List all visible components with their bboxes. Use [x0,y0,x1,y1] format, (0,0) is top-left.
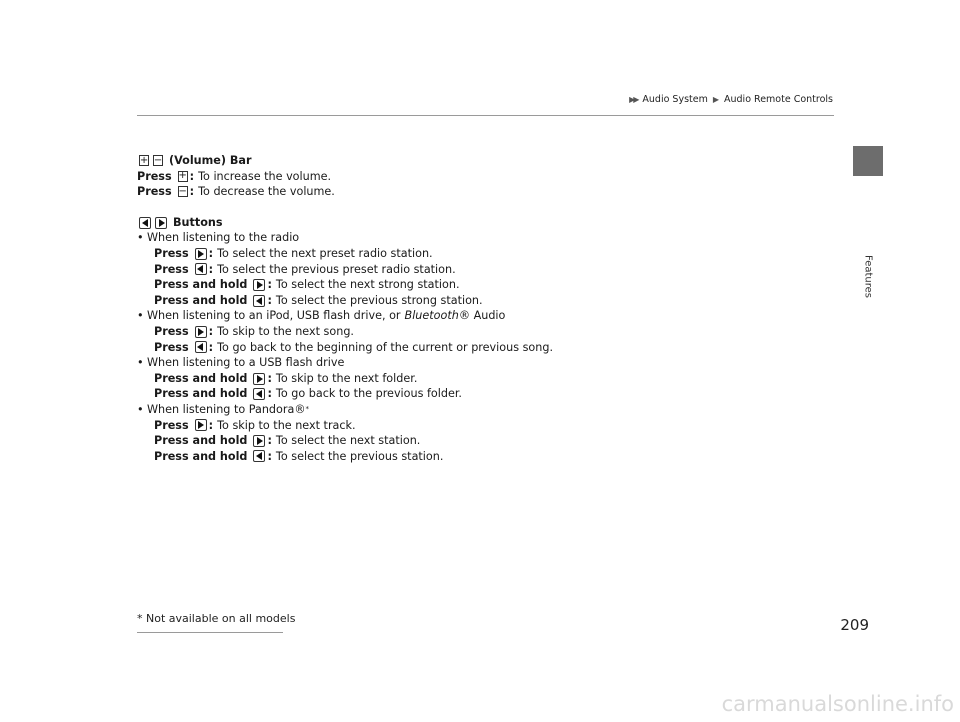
volume-plus-line: Press + : To increase the volume. [137,169,332,183]
skip-back-icon [195,341,207,353]
list-item: Press and hold : To go back to the previous folder. [154,387,462,401]
footnote-marker[interactable]: * [305,404,310,413]
skip-back-icon [253,388,265,400]
list-item: • When listening to an iPod, USB flash drive, or Bluetooth ® Audio [137,309,506,323]
skip-back-icon [139,217,151,229]
list-item: • When listening to a USB flash drive [137,356,345,370]
skip-back-icon [195,263,207,275]
list-item: Press and hold : To skip to the next folder. [154,371,418,385]
skip-forward-icon [155,217,167,229]
buttons-heading [137,215,817,231]
breadcrumb [629,94,833,105]
volume-title: (Volume) Bar [169,154,252,167]
volume-minus-line: Press − : To decrease the volume. [137,185,335,199]
plus-key-icon: + [139,154,149,166]
page-content [137,153,817,464]
buttons-title: Buttons [173,215,223,229]
minus-key-icon: − [178,185,187,197]
footnote-rule [137,632,283,633]
chapter-label: Features [862,255,874,298]
list-item: Press : To skip to the next song. [154,324,354,338]
skip-forward-icon [253,435,265,447]
list-item: Press : To skip to the next track. [154,418,356,432]
skip-forward-icon [253,279,265,291]
list-item: • When listening to Pandora® * [137,402,310,416]
skip-back-icon [253,295,265,307]
arrow-right-icon: ▶ [712,95,719,104]
skip-forward-icon [195,326,207,338]
skip-forward-icon [253,373,265,385]
list-item: Press and hold : To select the previous station. [154,449,444,463]
list-item: Press and hold : To select the previous strong station. [154,293,483,307]
volume-heading [137,153,817,169]
page-number: 209 [840,616,869,634]
skip-back-icon [253,450,265,462]
list-item: Press : To select the previous preset radio station. [154,262,456,276]
watermark: carmanualsonline.info [721,692,954,716]
header-rule [137,115,834,116]
footnote: * Not available on all models [137,612,296,625]
skip-forward-icon [195,248,207,260]
list-item: Press : To select the next preset radio station. [154,246,433,260]
skip-forward-icon [195,419,207,431]
chapter-tab [853,146,883,176]
minus-key-icon: − [153,154,163,166]
double-arrow-icon: ▶▶ [629,95,638,104]
list-item: • When listening to the radio [137,231,300,245]
breadcrumb-section[interactable]: Audio System [642,94,708,105]
list-item: Press and hold : To select the next strong station. [154,278,460,292]
plus-key-icon: + [178,170,187,182]
breadcrumb-page: Audio Remote Controls [724,94,833,105]
list-item: Press and hold : To select the next station. [154,434,421,448]
list-item: Press : To go back to the beginning of the current or previous song. [154,340,553,354]
